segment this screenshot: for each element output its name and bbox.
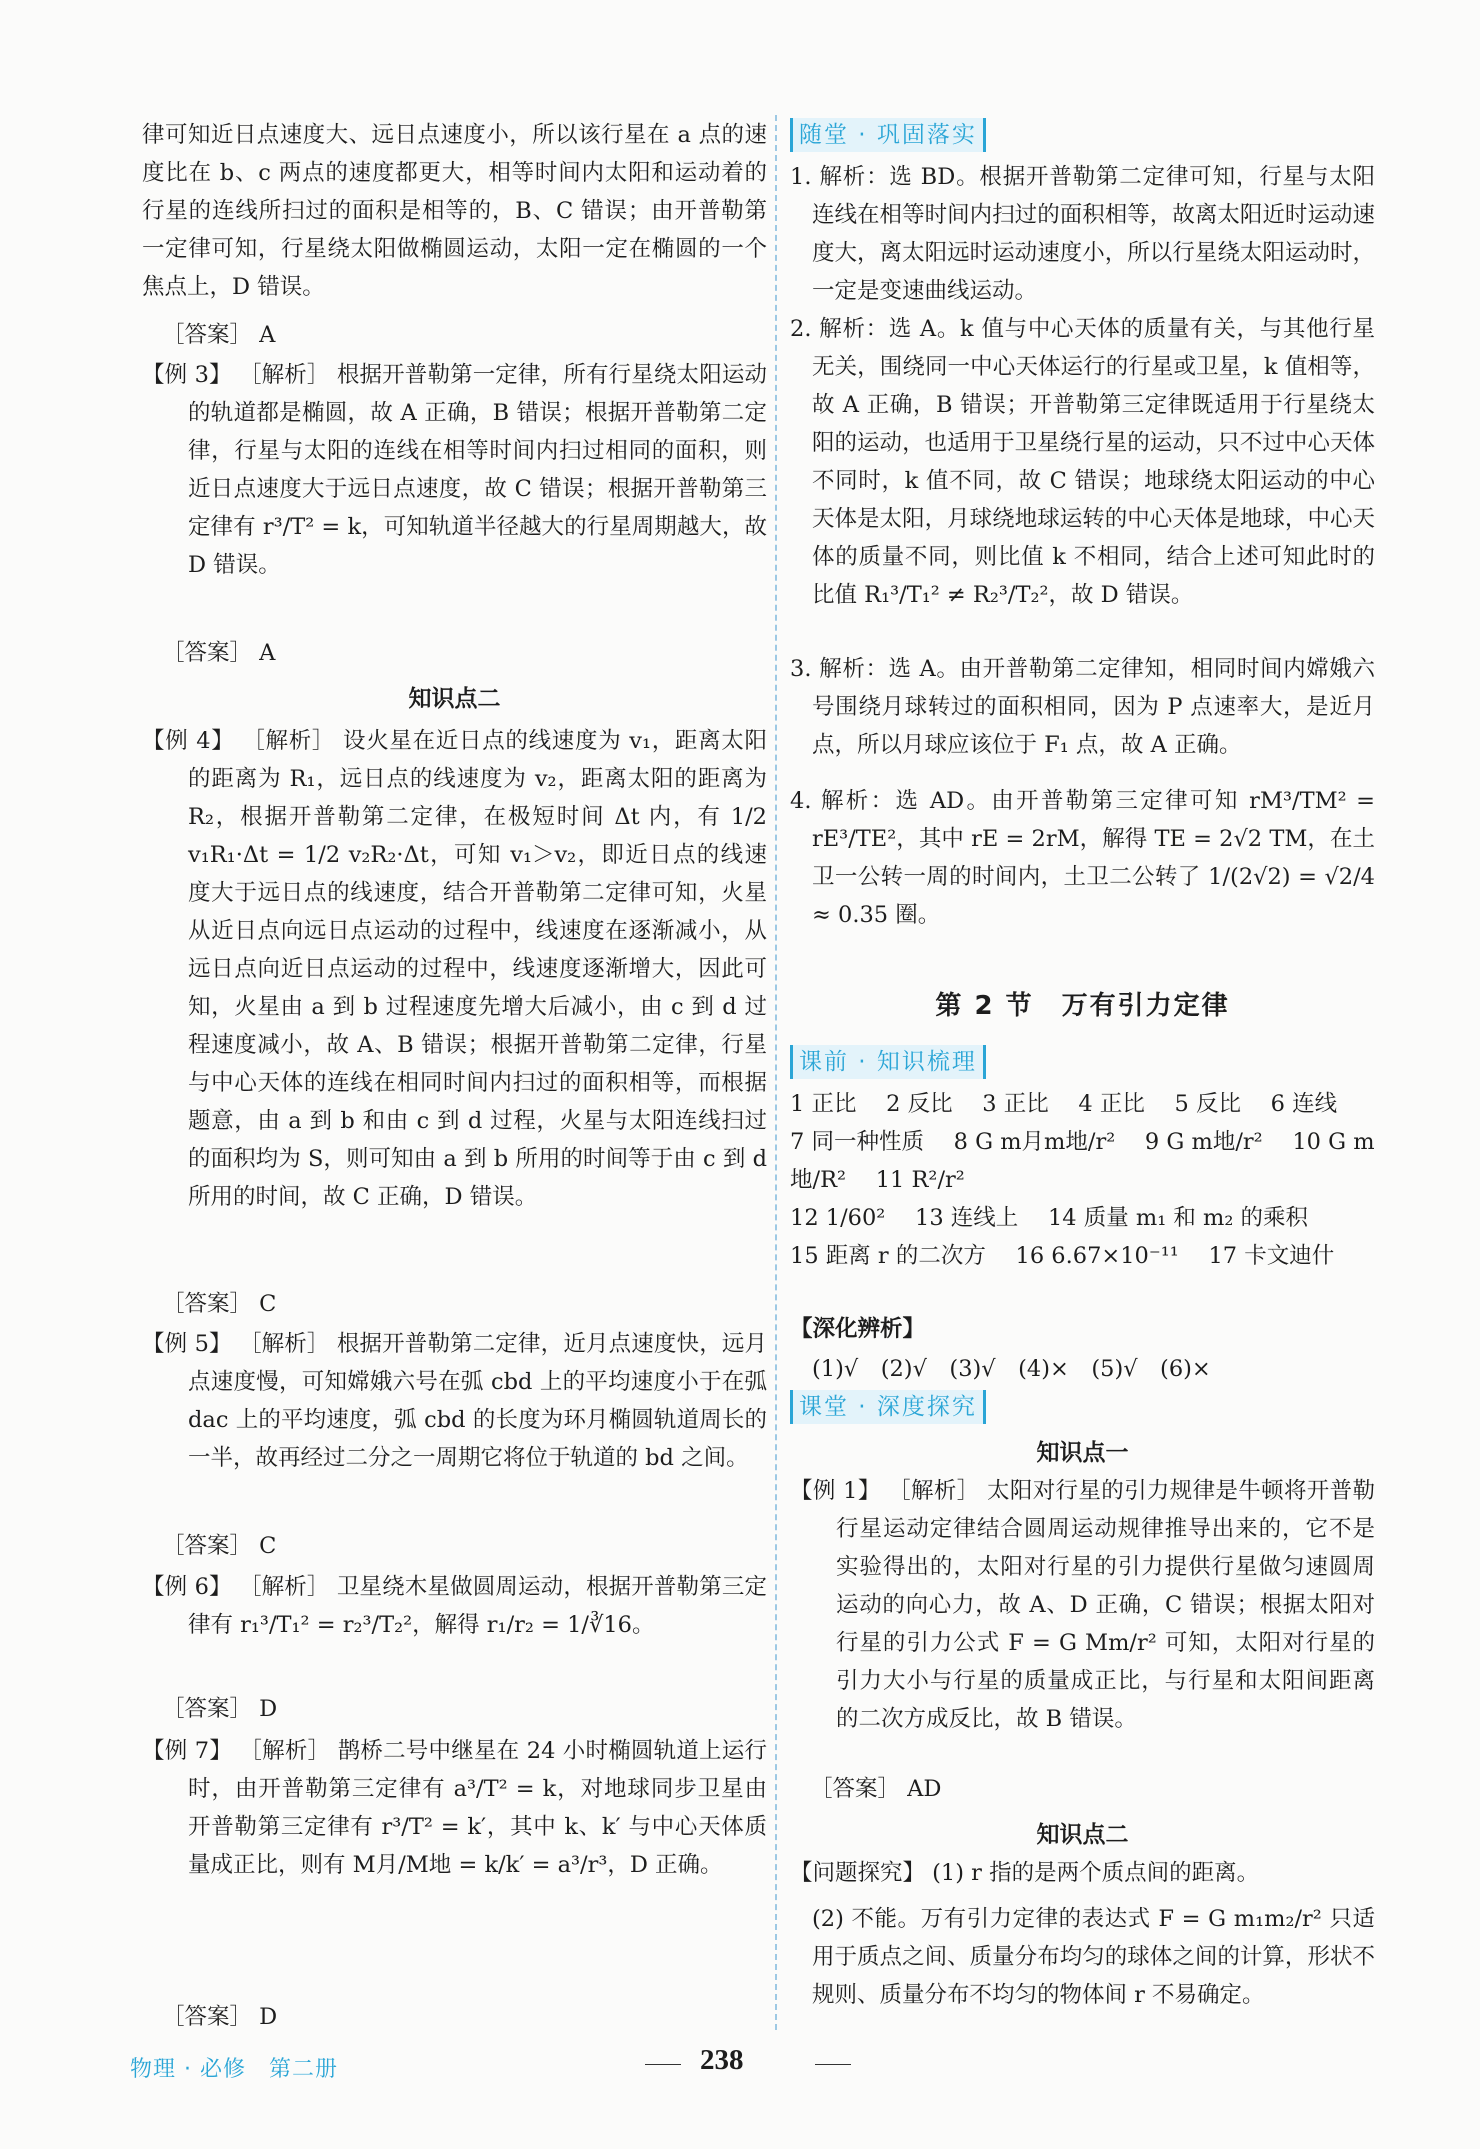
intro-answer: ［答案］ A xyxy=(162,322,276,348)
tag-inclass: 课堂 · 深度探究 xyxy=(790,1390,986,1424)
kp-item: 10 G m地/R² xyxy=(790,1129,1375,1193)
example-5-answer: ［答案］ C xyxy=(162,1533,277,1559)
review-q1: 1. 解析：选 BD。根据开普勒第二定律可知，行星与太阳连线在相等时间内扫过的面积相等，故离太阳近时运动速度大，离太阳远时运动速度小，所以行星绕太阳运动时，一定是变速曲线运动。 xyxy=(790,164,1375,304)
deep-analysis-label: 【深化辨析】 xyxy=(790,1316,926,1342)
column-divider xyxy=(775,115,777,2030)
kp-item: 13 连线上 xyxy=(915,1205,1019,1231)
example-6: 【例 6】 ［解析］ 卫星绕木星做圆周运动，根据开普勒第三定律有 r₁³/T₁² = r₂³/T₂²，解得 r₁/r₂ = 1/∛16。 xyxy=(142,1574,767,1638)
kp-item: 15 距离 r 的二次方 xyxy=(790,1243,986,1269)
tag-preclass: 课前 · 知识梳理 xyxy=(790,1045,986,1079)
kp-item: 16 6.67×10⁻¹¹ xyxy=(1015,1243,1179,1269)
heading-knowledge-point-1: 知识点一 xyxy=(1036,1440,1129,1466)
knowledge-list xyxy=(790,1085,1375,1275)
class-example-1-answer: ［答案］ AD xyxy=(810,1776,942,1802)
kp-item: 7 同一种性质 xyxy=(790,1129,924,1155)
problem-probe-2: (2) 不能。万有引力定律的表达式 F = G m₁m₂/r² 只适用于质点之间、质量分布均匀的球体之间的计算，形状不规则、质量分布不均匀的物体间 r 不易确定。 xyxy=(812,1906,1375,2008)
kp-item: 4 正比 xyxy=(1078,1091,1145,1117)
example-7-answer: ［答案］ D xyxy=(162,2004,278,2030)
review-q4: 4. 解析：选 AD。由开普勒第三定律可知 rM³/TM² = rE³/TE²，其中 rE = 2rM，解得 TE = 2√2 TM，在土卫一公转一周的时间内，土卫二公转了 1/(2√2) = √2/4 ≈ 0.35 圈。 xyxy=(790,788,1375,928)
footer-dash-right xyxy=(815,2064,851,2065)
example-3: 【例 3】 ［解析］ 根据开普勒第一定律，所有行星绕太阳运动的轨道都是椭圆，故 A 正确，B 错误；根据开普勒第二定律，行星与太阳的连线在相等时间内扫过相同的面积，则近日点速度大于远日点速度，故 C 错误；根据开普勒第三定律有 r³/T² = k，可知轨道半径越大的行星周期越大，故 D 错误。 xyxy=(142,362,767,578)
intro-paragraph: 律可知近日点速度大、远日点速度小，所以该行星在 a 点的速度比在 b、c 两点的速度都更大，相等时间内太阳和运动着的行星的连线所扫过的面积是相等的，B、C 错误；由开普勒第一定律可知，行星绕太阳做椭圆运动，太阳一定在椭圆的一个焦点上，D 错误。 xyxy=(142,122,767,300)
kp-item: 8 G m月m地/r² xyxy=(953,1129,1116,1155)
deep-analysis-answers: (1)√ (2)√ (3)√ (4)× (5)√ (6)× xyxy=(812,1356,1211,1382)
section-title: 第 2 节 万有引力定律 xyxy=(935,991,1230,1021)
review-q3: 3. 解析：选 A。由开普勒第二定律知，相同时间内嫦娥六号围绕月球转过的面积相同，因为 P 点速率大，是近月点，所以月球应该位于 F₁ 点，故 A 正确。 xyxy=(790,656,1375,758)
example-4-answer: ［答案］ C xyxy=(162,1291,277,1317)
example-3-answer: ［答案］ A xyxy=(162,640,276,666)
kp-item: 9 G m地/r² xyxy=(1144,1129,1263,1155)
heading-knowledge-point-2-right: 知识点二 xyxy=(1036,1822,1129,1848)
class-example-1: 【例 1】 ［解析］ 太阳对行星的引力规律是牛顿将开普勒行星运动定律结合圆周运动规律推导出来的，它不是实验得出的，太阳对行星的引力提供行星做匀速圆周运动的向心力，故 A、D 正确，C 错误；根据太阳对行星的引力公式 F = G Mm/r² 可知，太阳对行星的引力大小与行星的质量成正比，与行星和太阳间距离的二次方成反比，故 B 错误。 xyxy=(790,1478,1375,1732)
example-7: 【例 7】 ［解析］ 鹊桥二号中继星在 24 小时椭圆轨道上运行时，由开普勒第三定律有 a³/T² = k，对地球同步卫星由开普勒第三定律有 r³/T² = k′，其中 k、k′ 与中心天体质量成正比，则有 M月/M地 = k/k′ = a³/r³，D 正确。 xyxy=(142,1738,767,1878)
kp-item: 17 卡文迪什 xyxy=(1208,1243,1335,1269)
example-6-answer: ［答案］ D xyxy=(162,1696,278,1722)
kp-item: 3 正比 xyxy=(982,1091,1049,1117)
heading-knowledge-point-2: 知识点二 xyxy=(408,686,501,712)
problem-probe-1: 【问题探究】 (1) r 指的是两个质点间的距离。 xyxy=(790,1860,1260,1886)
footer-dash-left xyxy=(645,2064,681,2065)
footer-book-title: 物理 · 必修 第二册 xyxy=(130,2057,338,2082)
kp-item: 6 连线 xyxy=(1270,1091,1338,1117)
kp-item: 1 正比 xyxy=(790,1091,857,1117)
kp-item: 5 反比 xyxy=(1174,1091,1241,1117)
kp-item: 14 质量 m₁ 和 m₂ 的乘积 xyxy=(1047,1205,1309,1231)
kp-item: 11 R²/r² xyxy=(875,1167,965,1193)
tag-review: 随堂 · 巩固落实 xyxy=(790,118,986,152)
example-5: 【例 5】 ［解析］ 根据开普勒第二定律，近月点速度快，远月点速度慢，可知嫦娥六号在弧 cbd 上的平均速度小于在弧 dac 上的平均速度，弧 cbd 的长度为环月椭圆轨道周长的一半，故再经过二分之一周期它将位于轨道的 bd 之间。 xyxy=(142,1331,767,1471)
example-4: 【例 4】 ［解析］ 设火星在近日点的线速度为 v₁，距离太阳的距离为 R₁，远日点的线速度为 v₂，距离太阳的距离为 R₂，根据开普勒第二定律，在极短时间 Δt 内，有 1/2 v₁R₁·Δt = 1/2 v₂R₂·Δt，可知 v₁＞v₂，即近日点的线速度大于远日点的线速度，结合开普勒第二定律可知，火星从近日点向远日点运动的过程中，线速度在逐渐减小，从远日点向近日点运动的过程中，线速度逐渐增大，因此可知，火星由 a 到 b 过程速度先增大后减小，由 c 到 d 过程速度减小，故 A、B 错误；根据开普勒第二定律，行星与中心天体的连线在相同时间内扫过的面积相等，而根据题意，由 a 到 b 和由 c 到 d 过程，火星与太阳连线扫过的面积均为 S，则可知由 a 到 b 所用的时间等于由 c 到 d 所用的时间，故 C 正确，D 错误。 xyxy=(142,728,767,1210)
review-q2: 2. 解析：选 A。k 值与中心天体的质量有关，与其他行星无关，围绕同一中心天体运行的行星或卫星，k 值相等，故 A 正确，B 错误；开普勒第三定律既适用于行星绕太阳的运动，也适用于卫星绕行星的运动，只不过中心天体不同时，k 值不同，故 C 错误；地球绕太阳运动的中心天体是太阳，月球绕地球运转的中心天体是地球，中心天体的质量不同，则比值 k 不相同，结合上述可知此时的比值 R₁³/T₁² ≠ R₂³/T₂²，故 D 错误。 xyxy=(790,316,1375,608)
page-number: 238 xyxy=(700,2044,744,2076)
kp-item: 12 1/60² xyxy=(790,1205,886,1231)
kp-item: 2 反比 xyxy=(886,1091,953,1117)
